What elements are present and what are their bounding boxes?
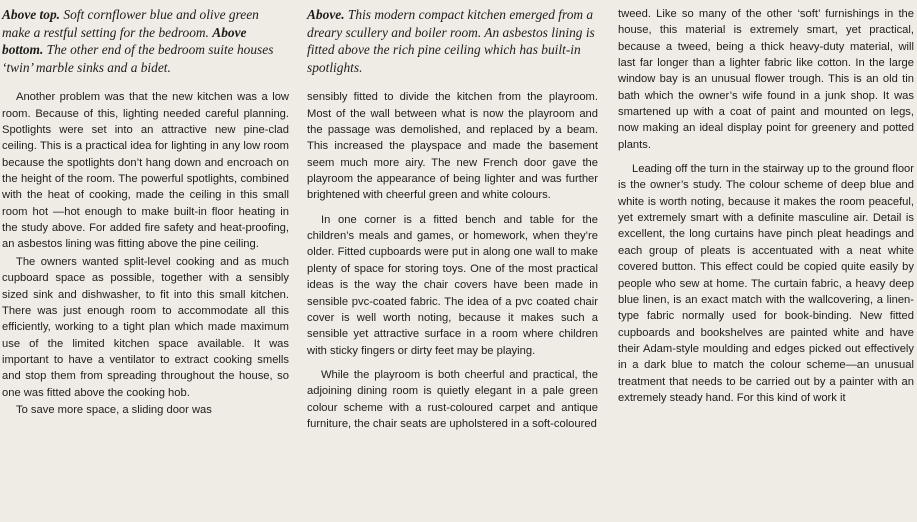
text-column-1: [2, 6, 289, 418]
body-paragraph: The owners wanted split-level cooking and as much cupboard space as possible, together with a sensibly sized sink and dishwasher, to fit into this small kitchen. There was just enough room to accommodate all this efficiently, working to a tight plan which made maximum use of the limited kitchen space available. It was important to have a ventilator to extract cooking smells and stop them from spreading throughout the house, so one was fitted above the cooking hob.: [2, 255, 289, 399]
text-column-3: [618, 6, 914, 406]
photo-caption-left: [2, 6, 289, 76]
caption-label-above-top: Above top.: [2, 7, 61, 22]
body-paragraph: In one corner is a fitted bench and table for the children’s meals and games, or homework, when they’re older. Fitted cupboards were put in along one wall to make plenty of space for storing toys. One of the most practical ideas is the way the chair covers have been made in sensible pvc-coated fabric. The idea of a pvc coated chair cover is well worth noting, because it makes such a sensible yet attractive surface in a room where children with sticky fingers or dirty feet may be playing.: [307, 213, 598, 357]
body-paragraph: Leading off the turn in the stairway up to the ground floor is the owner’s study. The colour scheme of deep blue and white is worth noting, because it makes the room peaceful, yet extremely smart with a definite masculine air. Detail is excellent, the long curtains have pinch pleat headings and each group of pleats is accentuated with a neat white covered button. This effect could be copied quite easily by people who sew at home. The curtain fabric, a heavy deep blue linen, is an exact match with the wallcovering, a linen-type fabric normally used for book-binding. New fitted cupboards and bookshelves are painted white and have their Adam-style moulding and edges picked out effectively in a dark blue to match the colour scheme—an unusual treatment that needs to be carried out by a painter with an extremely steady hand. For this kind of work it: [618, 163, 914, 404]
caption-text-above: This modern compact kitchen emerged from a dreary scullery and boiler room. An asbestos lining is fitted above the rich pine ceiling which has built-in spotlights.: [307, 7, 595, 75]
body-paragraph: tweed. Like so many of the other ‘soft’ furnishings in the house, this material is extremely smart, yet practical, because a tweed, being a thick heavy-duty material, will last far longer than a lighter fabric like cotton. In the large window bay is an unusual flower trough. This is an old tin bath which the owner’s wife found in a junk shop. It was smartened up with a coat of paint and mounted on legs, now making an ideal display point for greenery and potted plants.: [618, 8, 914, 151]
text-column-2: [307, 6, 598, 432]
caption-label-above-bottom: Above bottom.: [2, 24, 247, 58]
photo-caption-middle: [307, 6, 598, 76]
caption-label-above: Above.: [307, 7, 345, 22]
body-paragraph: Another problem was that the new kitchen was a low room. Because of this, lighting needed careful planning. Spotlights were set into an attractive new pine-clad ceiling. This is a practical idea for lighting in any low room because the spotlights don’t hang down and encroach on the height of the room. The powerful spotlights, combined with the heat of cooking, made the ceiling in this small room hot —hot enough to make built-in floor heating in the study above. For added fire safety and heat-proofing, an asbestos lining was fitting above the pine ceiling.: [2, 91, 289, 251]
caption-text-above-top: Soft cornflower blue and olive green make a restful setting for the bedroom.: [2, 7, 259, 40]
body-paragraph: While the playroom is both cheerful and practical, the adjoining dining room is quietly elegant in a pale green colour scheme with a rust-coloured carpet and antique furniture, the chair seats are upholstered in a soft-coloured: [307, 368, 598, 430]
caption-text-above-bottom: The other end of the bedroom suite houses ‘twin’ marble sinks and a bidet.: [2, 42, 274, 75]
body-paragraph: sensibly fitted to divide the kitchen from the playroom. Most of the wall between what is now the playroom and the passage was demolished, and replaced by a beam. This increased the playspace and made the basement seem much more airy. The new French door gave the playroom the appearance of being lighter and was further brightened with cheerful green and white colours.: [307, 91, 598, 202]
body-paragraph: To save more space, a sliding door was: [16, 403, 212, 416]
